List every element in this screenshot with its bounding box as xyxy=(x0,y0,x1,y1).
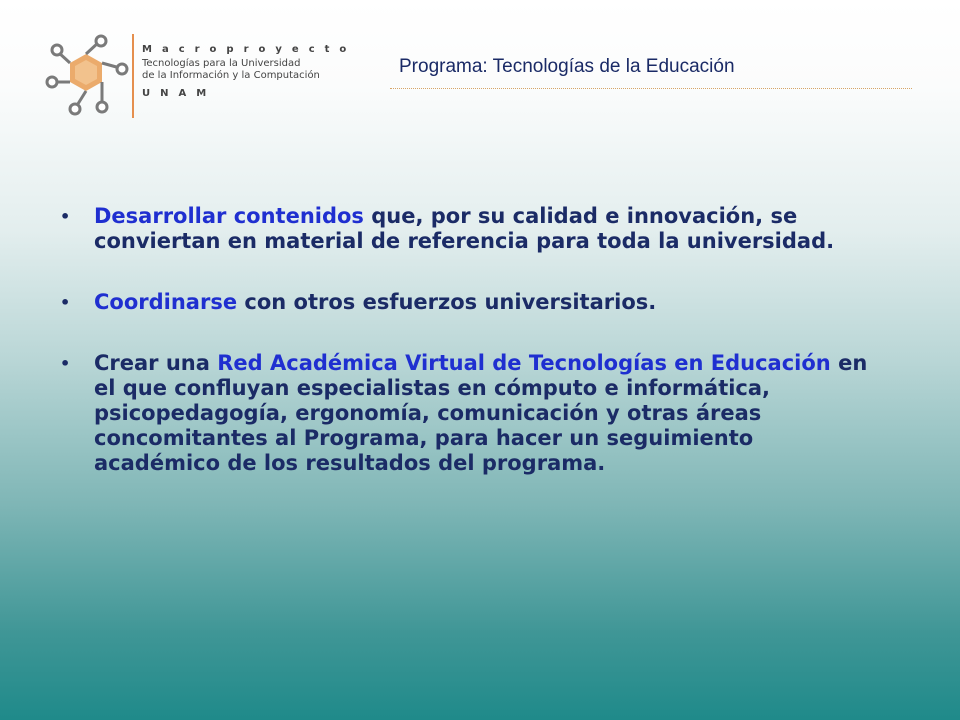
header-divider xyxy=(390,88,912,89)
bullet-text: en el que confluyan especialistas en cómputo e informática, psicopedagogía, ergonomía, comunicación y otras áreas concomitantes al Programa, para hacer un seguimiento académico de los resultados del programa. xyxy=(94,351,868,475)
bullet-item xyxy=(58,351,878,476)
bullet-item xyxy=(58,290,878,315)
bullet-dot-icon: • xyxy=(60,207,71,226)
bullet-text-highlight: Coordinarse xyxy=(94,290,238,314)
network-node-icon xyxy=(44,32,134,122)
bullet-text: que, por su calidad e innovación, se conviertan en material de referencia para toda la universidad. xyxy=(94,204,835,253)
bullet-text-highlight: Red Académica Virtual de Tecnologías en Educación xyxy=(217,351,831,375)
bullet-item xyxy=(58,204,878,254)
program-title: Programa: Tecnologías de la Educación xyxy=(399,56,735,77)
logo-unam: UNAM xyxy=(142,88,217,99)
bullet-text: con otros esfuerzos universitarios. xyxy=(237,290,657,314)
logo-macroproyecto: Macroproyecto xyxy=(142,44,357,55)
logo-subtitle-2: de la Información y la Computación xyxy=(142,70,320,81)
macroproyecto-logo xyxy=(44,32,357,122)
bullet-dot-icon: • xyxy=(60,293,71,312)
logo-divider xyxy=(132,34,134,118)
bullet-text: Crear una xyxy=(94,351,218,375)
logo-subtitle-1: Tecnologías para la Universidad xyxy=(142,58,301,69)
bullet-text-highlight: Desarrollar contenidos xyxy=(94,204,364,228)
objectives-list xyxy=(58,204,878,512)
bullet-dot-icon: • xyxy=(60,354,71,373)
